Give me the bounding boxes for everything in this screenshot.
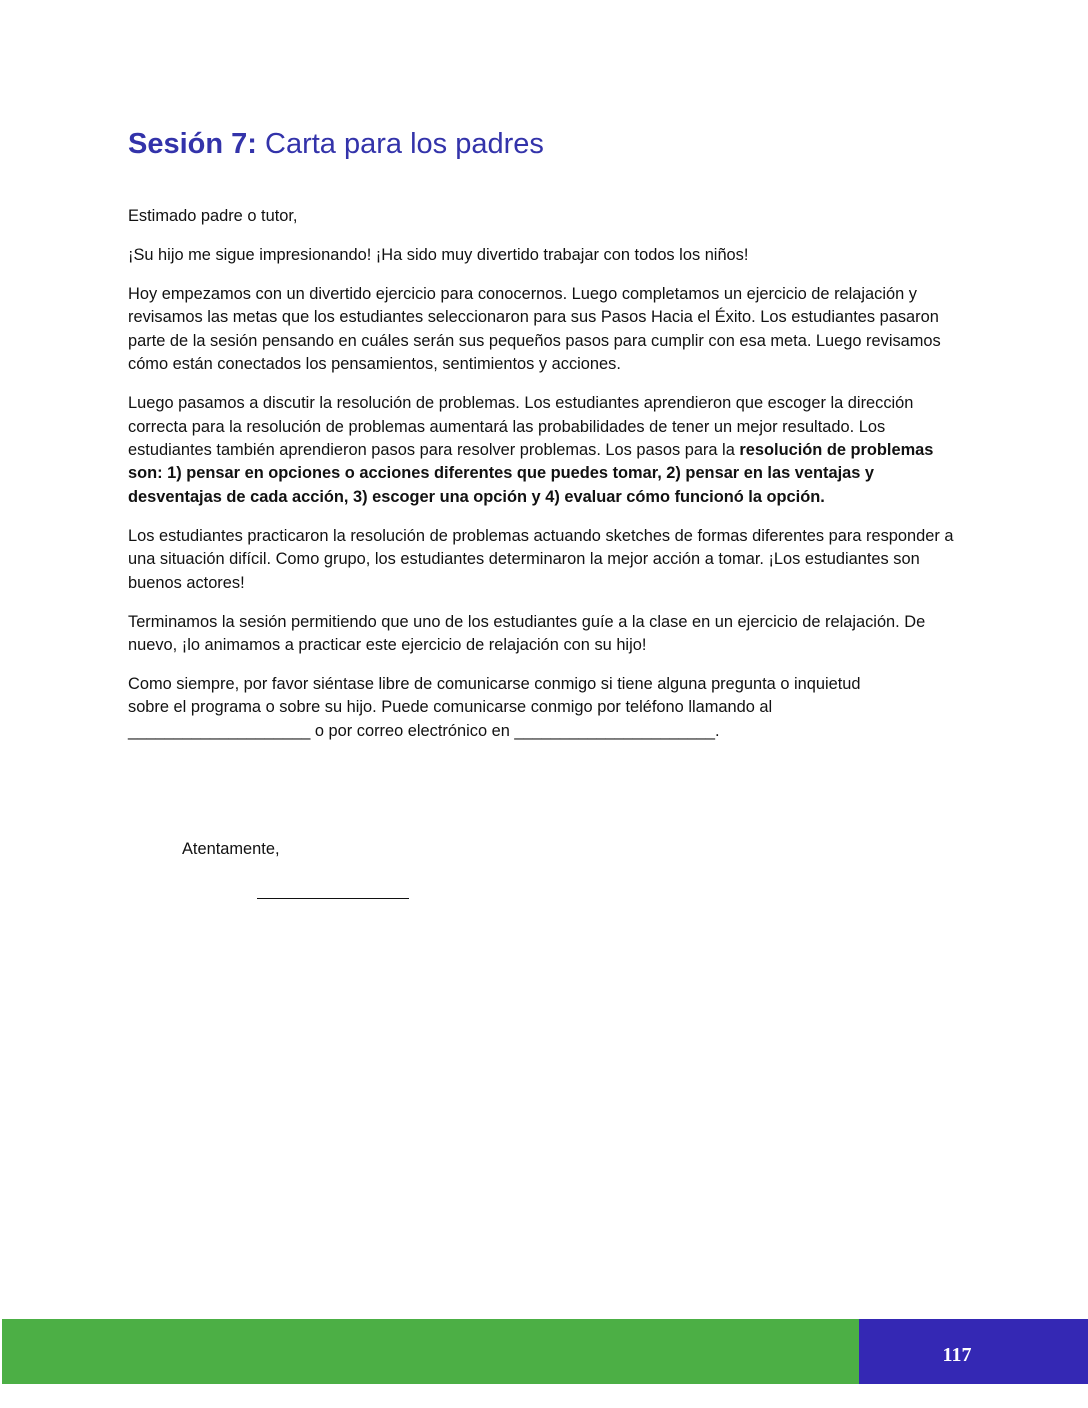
letter-paragraph-6	[128, 673, 968, 743]
page-title	[128, 124, 544, 164]
title-text: Carta para los padres	[265, 128, 544, 160]
letter-paragraph-1: ¡Su hijo me sigue impresionando! ¡Ha sido muy divertido trabajar con todos los niños!	[128, 246, 749, 264]
letter-closing: Atentamente,	[182, 840, 280, 858]
contact-blanks-line: ____________________ o por correo electrónico en ______________________.	[128, 721, 720, 740]
footer-green-bar	[2, 1319, 859, 1384]
signature-line	[257, 898, 409, 899]
paragraph-3-intro: Luego pasamos a discutir la resolución de problemas. Los estudiantes aprendieron que escoger la dirección correcta para la resolución de problemas aumentará las probabilidades de tener un mejor resultado. Los estudiantes también aprendieron pasos para resolver problemas. Los pasos para la	[128, 394, 914, 460]
letter-paragraph-3	[128, 392, 968, 509]
contact-line-1: Como siempre, por favor siéntase libre de comunicarse conmigo si tiene alguna pregunta o inquietud	[128, 675, 861, 694]
title-session-label: Sesión 7:	[128, 128, 257, 160]
letter-salutation: Estimado padre o tutor,	[128, 207, 298, 225]
letter-paragraph-5: Terminamos la sesión permitiendo que uno de los estudiantes guíe a la clase en un ejercicio de relajación. De nuevo, ¡lo animamos a practicar este ejercicio de relajación con su hijo!	[128, 612, 926, 655]
problem-solving-steps: resolución de problemas son: 1) pensar en opciones o acciones diferentes que puedes tomar, 2) pensar en las ventajas y desventajas de cada acción, 3) escoger una opción y 4) evaluar cómo funcionó la opción.	[128, 441, 934, 506]
letter-paragraph-2: Hoy empezamos con un divertido ejercicio para conocernos. Luego completamos un ejercicio de relajación y revisamos las metas que los estudiantes seleccionaron para sus Pasos Hacia el Éxito. Los estudiantes pasaron parte de la sesión pensando en cuáles serán sus pequeños pasos para cumplir con esa meta. Luego revisamos cómo están conectados los pensamientos, sentimientos y acciones.	[128, 285, 941, 374]
letter-paragraph-4: Los estudiantes practicaron la resolución de problemas actuando sketches de formas diferentes para responder a una situación difícil. Como grupo, los estudiantes determinaron la mejor acción a tomar. ¡Los estudiantes son buenos actores!	[128, 526, 954, 592]
contact-line-2: sobre el programa o sobre su hijo. Puede comunicarse conmigo por teléfono llamando al	[128, 698, 773, 717]
page-number: 117	[942, 1344, 972, 1366]
letter-body	[128, 205, 968, 759]
